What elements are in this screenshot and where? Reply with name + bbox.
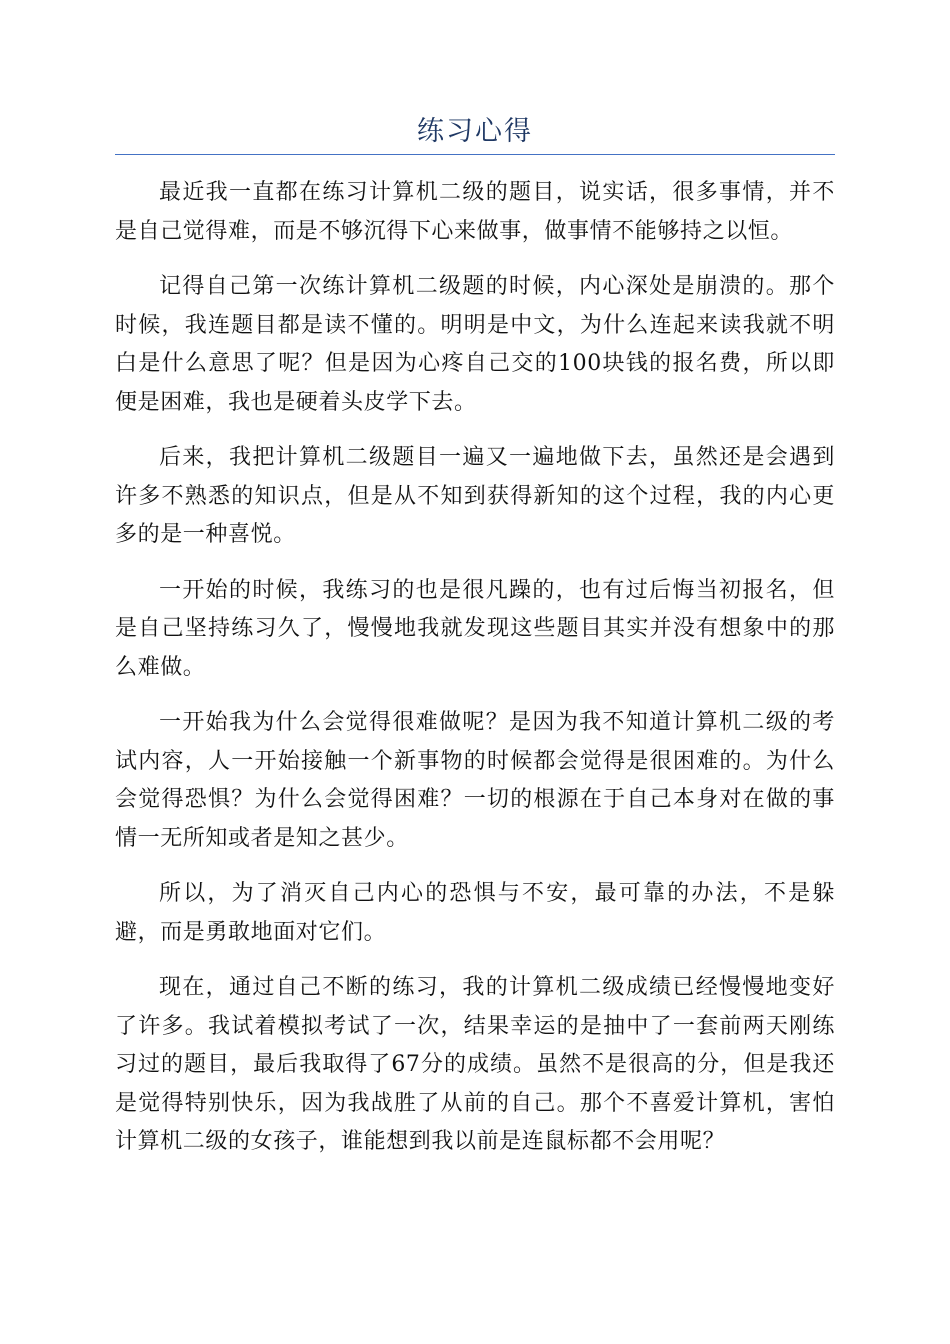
paragraph: 一开始的时候，我练习的也是很凡躁的，也有过后悔当初报名，但是自己坚持练习久了，慢慢地我就发现这些题目其实并没有想象中的那么难做。 <box>115 577 835 680</box>
paragraph: 后来，我把计算机二级题目一遍又一遍地做下去，虽然还是会遇到许多不熟悉的知识点，但是从不知到获得新知的这个过程，我的内心更多的是一种喜悦。 <box>115 445 835 547</box>
paragraph: 所以，为了消灭自己内心的恐惧与不安，最可靠的办法，不是躲避，而是勇敢地面对它们。 <box>115 881 835 945</box>
paragraph: 最近我一直都在练习计算机二级的题目，说实话，很多事情，并不是自己觉得难，而是不够沉得下心来做事，做事情不能够持之以恒。 <box>115 180 835 244</box>
title-divider <box>115 154 835 155</box>
document-body <box>115 174 835 1179</box>
paragraph: 现在，通过自己不断的练习，我的计算机二级成绩已经慢慢地变好了许多。我试着模拟考试了一次，结果幸运的是抽中了一套前两天刚练习过的题目，最后我取得了67分的成绩。虽然不是很高的分，但是我还是觉得特别快乐，因为我战胜了从前的自己。那个不喜爱计算机，害怕计算机二级的女孩子，谁能想到我以前是连鼠标都不会用呢？ <box>115 975 835 1154</box>
paragraph: 记得自己第一次练计算机二级题的时候，内心深处是崩溃的。那个时候，我连题目都是读不懂的。明明是中文，为什么连起来读我就不明白是什么意思了呢？但是因为心疼自己交的100块钱的报名费，所以即便是困难，我也是硬着头皮学下去。 <box>115 274 835 415</box>
page-title: 练习心得 <box>417 116 533 147</box>
paragraph: 一开始我为什么会觉得很难做呢？是因为我不知道计算机二级的考试内容，人一开始接触一个新事物的时候都会觉得是很困难的。为什么会觉得恐惧？为什么会觉得困难？一切的根源在于自己本身对在做的事情一无所知或者是知之甚少。 <box>115 710 835 851</box>
